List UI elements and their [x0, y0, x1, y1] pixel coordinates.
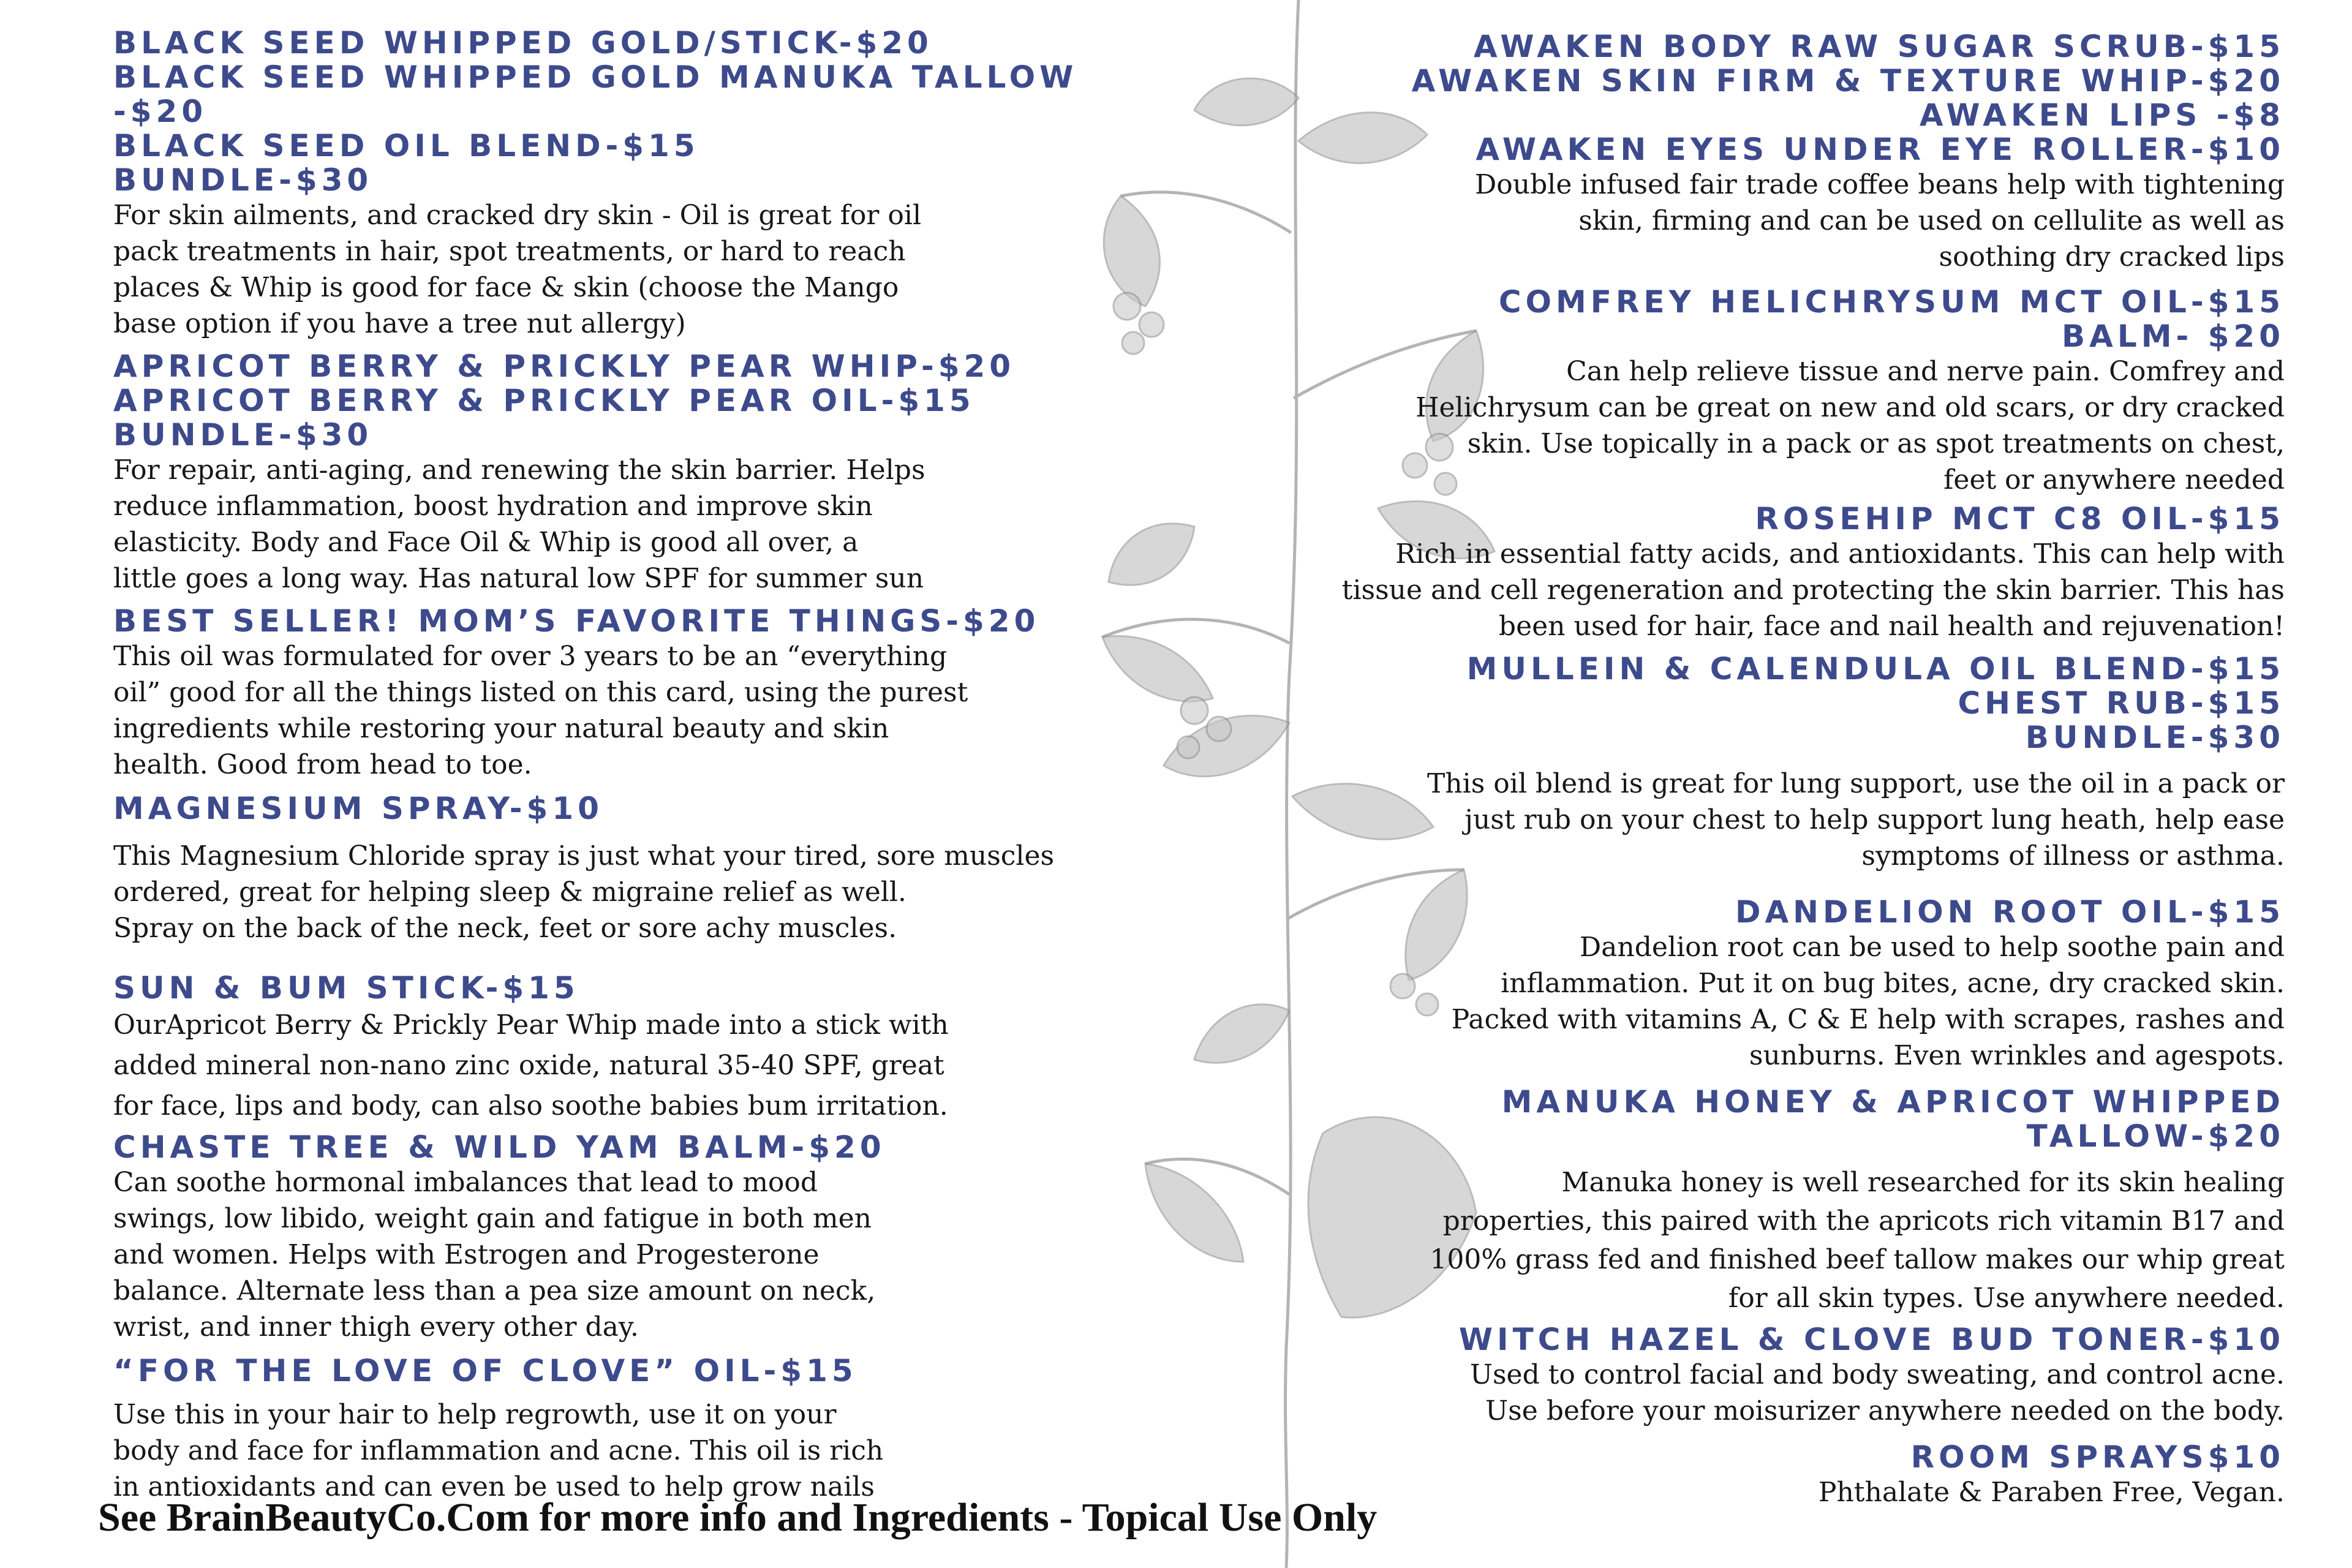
- product-heading: WITCH HAZEL & CLOVE BUD TONER-$10: [1458, 1322, 2285, 1357]
- product-heading: APRICOT BERRY & PRICKLY PEAR WHIP-$20 APRICOT BERRY & PRICKLY PEAR OIL-$15 BUNDLE-$30: [113, 349, 1016, 453]
- product-description: Can soothe hormonal imbalances that lead to mood swings, low libido, weight gain and fatigue in both men and women. Helps with Estrogen and Progesterone balance. Alternate less than a pea size amount on neck, wrist, and inner thigh every other day.: [113, 1167, 876, 1343]
- product-description: This Magnesium Chloride spray is just what your tired, sore muscles ordered, great for helping sleep & migraine relief as well. Spray on the back of the neck, feet or sore achy muscles.: [113, 840, 1055, 944]
- product-section-black-seed: [113, 26, 1179, 342]
- product-description: Use this in your hair to help regrowth, use it on your body and face for inflammation and acne. This oil is rich in antioxidants and can even be used to help grow nails: [113, 1399, 884, 1502]
- product-description: Dandelion root can be used to help soothe pain and inflammation. Put it on bug bites, acne, dry cracked skin. Packed with vitamins A, C & E help with scrapes, rashes and sunburns. Even wrinkles and agespots.: [1451, 932, 2285, 1071]
- product-section-manuka-honey: [1243, 1085, 2285, 1317]
- product-description: For repair, anti-aging, and renewing the skin barrier. Helps reduce inflammation, boost hydration and improve skin elasticity. Body and Face Oil & Whip is good all over, a little goes a long way. Has natural low SPF for summer sun: [113, 454, 925, 594]
- product-heading: AWAKEN BODY RAW SUGAR SCRUB-$15 AWAKEN SKIN FIRM & TEXTURE WHIP-$20 AWAKEN LIPS -$8 AWAKEN EYES UNDER EYE ROLLER-$10: [1411, 29, 2285, 167]
- product-description: Double infused fair trade coffee beans help with tightening skin, firming and can be used on cellulite as well as soothing dry cracked lips: [1475, 169, 2285, 273]
- product-heading: COMFREY HELICHRYSUM MCT OIL-$15 BALM- $20: [1498, 284, 2285, 354]
- product-section-mullein-calendula: [1243, 652, 2285, 874]
- product-description: For skin ailments, and cracked dry skin - Oil is great for oil pack treatments in hair, spot treatments, or hard to reach places & Whip is good for face & skin (choose the Mango base option if you have a tree nut allergy): [113, 200, 922, 339]
- product-section-magnesium-spray: [113, 791, 1179, 946]
- footer-note: See BrainBeautyCo.Com for more info and Ingredients - Topical Use Only: [98, 1495, 1378, 1540]
- product-section-sun-bum-stick: [113, 971, 1179, 1126]
- product-heading: BEST SELLER! MOM’S FAVORITE THINGS-$20: [113, 603, 1040, 639]
- product-section-dandelion-root: [1243, 895, 2285, 1074]
- product-section-chaste-tree: [113, 1130, 1179, 1345]
- product-heading: DANDELION ROOT OIL-$15: [1735, 894, 2285, 930]
- product-heading: MAGNESIUM SPRAY-$10: [113, 791, 603, 826]
- product-description: This oil blend is great for lung support, use the oil in a pack or just rub on your chest to help support lung heath, help ease symptoms of illness or asthma.: [1427, 768, 2285, 872]
- product-heading: ROOM SPRAYS$10: [1910, 1439, 2285, 1475]
- product-description: Rich in essential fatty acids, and antioxidants. This can help with tissue and cell regeneration and protecting the skin barrier. This has been used for hair, face and nail health and rejuvenation!: [1341, 538, 2285, 642]
- product-section-rosehip: [1243, 502, 2285, 644]
- product-heading: CHASTE TREE & WILD YAM BALM-$20: [113, 1129, 886, 1165]
- right-column: [1243, 29, 2285, 1510]
- product-section-witch-hazel: [1243, 1322, 2285, 1429]
- product-description: Used to control facial and body sweating, and control acne. Use before your moisurizer anywhere needed on the body.: [1469, 1359, 2285, 1427]
- left-column: [113, 26, 1179, 1505]
- product-description: OurApricot Berry & Prickly Pear Whip made into a stick with added mineral non-nano zinc oxide, natural 35-40 SPF, great for face, lips and body, can also soothe babies bum irritation.: [113, 1009, 949, 1121]
- product-heading: SUN & BUM STICK-$15: [113, 970, 579, 1006]
- product-description: Manuka honey is well researched for its skin healing properties, this paired with the apricots rich vitamin B17 and 100% grass fed and finished beef tallow makes our whip great for all skin types. Use anywhere needed.: [1430, 1167, 2285, 1314]
- product-heading: BLACK SEED WHIPPED GOLD/STICK-$20 BLACK SEED WHIPPED GOLD MANUKA TALLOW -$20 BLACK SEED OIL BLEND-$15 BUNDLE-$30: [113, 25, 1078, 198]
- product-heading: ROSEHIP MCT C8 OIL-$15: [1755, 501, 2285, 537]
- product-description: Can help relieve tissue and nerve pain. Comfrey and Helichrysum can be great on new and old scars, or dry cracked skin. Use topically in a pack or as spot treatments on chest, feet or anywhere needed: [1415, 356, 2285, 496]
- product-section-comfrey-helichrysum: [1243, 285, 2285, 498]
- product-section-moms-favorite: [113, 604, 1179, 783]
- product-section-awaken: [1243, 29, 2285, 275]
- product-heading: MULLEIN & CALENDULA OIL BLEND-$15 CHEST RUB-$15 BUNDLE-$30: [1466, 651, 2285, 755]
- product-heading: “FOR THE LOVE OF CLOVE” OIL-$15: [113, 1353, 858, 1389]
- product-description: This oil was formulated for over 3 years to be an “everything oil” good for all the things listed on this card, using the purest ingredients while restoring your natural beauty and skin health. Good from head to toe.: [113, 641, 968, 780]
- product-section-love-of-clove: [113, 1354, 1179, 1505]
- product-description: Phthalate & Paraben Free, Vegan.: [1818, 1477, 2285, 1508]
- product-heading: MANUKA HONEY & APRICOT WHIPPED TALLOW-$20: [1501, 1084, 2285, 1154]
- product-section-apricot-berry: [113, 349, 1179, 597]
